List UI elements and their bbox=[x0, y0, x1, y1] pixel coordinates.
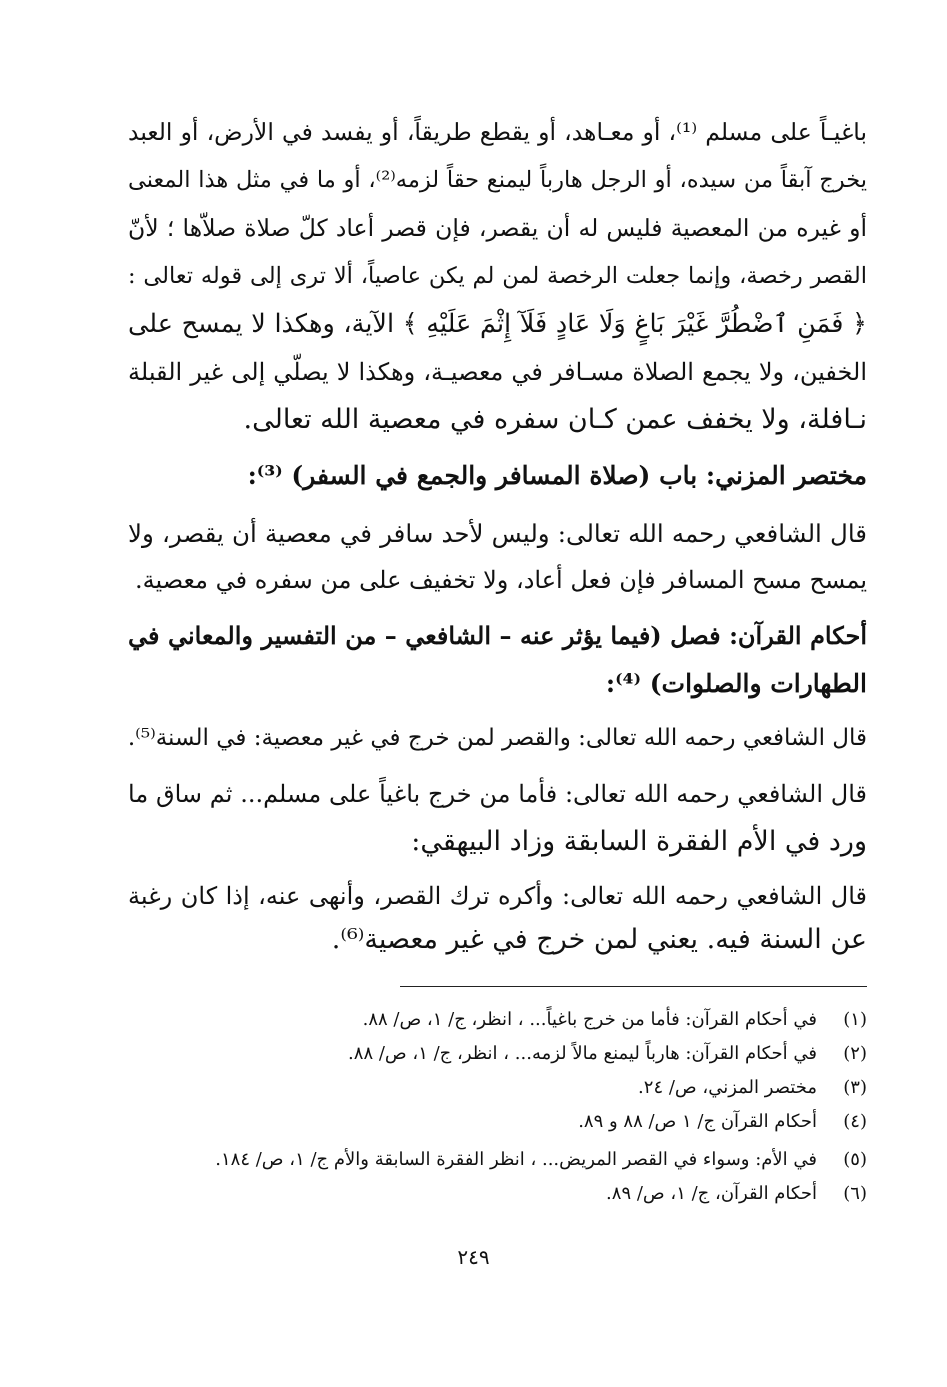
body-line: عن السنة فيه. يعني لمن خرج في غير معصية⁽⁶⁾. bbox=[331, 924, 867, 955]
footnote-text: مختصر المزني، ص/ ٢٤. bbox=[638, 1077, 817, 1098]
footnote-number: (٦) bbox=[843, 1183, 867, 1204]
body-line: قال الشافعي رحمه الله تعالى: فأما من خرج باغياً على مسلم... ثم ساق ما bbox=[128, 780, 867, 808]
footnote bbox=[638, 1074, 867, 1102]
footnote-text: في الأم: وسواء في القصر المريض... ، انظر الفقرة السابقة والأم ج/ ١، ص/ ١٨٤. bbox=[215, 1149, 817, 1170]
body-line: قال الشافعي رحمه الله تعالى: وليس لأحد سافر في معصية أن يقصر، ولا bbox=[128, 519, 867, 548]
body-line: قال الشافعي رحمه الله تعالى: والقصر لمن خرج في غير معصية: في السنة⁽⁵⁾. bbox=[127, 725, 867, 751]
footnote-text: في أحكام القرآن: فأما من خرج باغياً... ، انظر، ج/ ١، ص/ ٨٨. bbox=[362, 1009, 817, 1030]
footnote bbox=[348, 1040, 867, 1068]
footnote bbox=[606, 1180, 867, 1208]
page-number: ٢٤٩ bbox=[457, 1245, 490, 1269]
footnote bbox=[215, 1146, 867, 1174]
body-line: أو غيره من المعصية فليس له أن يقصر، فإن قصر أعاد كلّ صلاة صلاّها ؛ لأنّ bbox=[128, 214, 867, 242]
body-line: الخفين، ولا يجمع الصلاة مسـافر في معصيـة، وهكذا لا يصلّي إلى غير القبلة bbox=[128, 358, 867, 386]
footnote-number: (٤) bbox=[843, 1111, 867, 1132]
quran-verse-line: ﴿ فَمَنِ ٱضْطُرَّ غَيْرَ بَاغٍ وَلَا عَادٍ فَلَآ إِثْمَ عَلَيْهِ ﴾ الآية، وهكذا لا يمسح على bbox=[128, 309, 867, 339]
footnote-number: (١) bbox=[843, 1009, 867, 1030]
body-line: يخرج آبقاً من سيده، أو الرجل هارباً ليمنع حقاً لزمه⁽²⁾، أو ما في مثل هذا المعنى bbox=[128, 167, 867, 193]
footnote-separator bbox=[400, 986, 867, 987]
footnote-number: (٥) bbox=[843, 1149, 867, 1170]
section-heading: مختصر المزني: باب (صلاة المسافر والجمع في السفر) ⁽³⁾: bbox=[247, 461, 867, 490]
body-line: يمسح مسح المسافر فإن فعل أعاد، ولا تخفيف على من سفره في معصية. bbox=[134, 566, 867, 594]
section-heading: الطهارات والصلوات) ⁽⁴⁾: bbox=[605, 669, 867, 698]
section-heading: أحكام القرآن: فصل (فيما يؤثر عنه – الشافعي – من التفسير والمعاني في bbox=[128, 621, 867, 650]
body-line: باغيـاً على مسلم ⁽¹⁾، أو معـاهد، أو يقطع طريقاً، أو يفسد في الأرض، أو العبد bbox=[128, 118, 867, 146]
footnote-text: أحكام القرآن، ج/ ١، ص/ ٨٩. bbox=[606, 1183, 817, 1204]
footnote-text: في أحكام القرآن: هارباً ليمنع مالاً لزمه... ، انظر، ج/ ١، ص/ ٨٨. bbox=[348, 1043, 817, 1064]
body-line: قال الشافعي رحمه الله تعالى: وأكره ترك القصر، وأنهى عنه، إذا كان رغبة bbox=[128, 882, 867, 910]
body-line: نـافلة، ولا يخفف عمن كـان سفره في معصية الله تعالى. bbox=[243, 404, 867, 435]
footnote-number: (٢) bbox=[843, 1043, 867, 1064]
footnote-number: (٣) bbox=[843, 1077, 867, 1098]
footnote bbox=[578, 1108, 867, 1136]
body-line: القصر رخصة، وإنما جعلت الرخصة لمن لم يكن عاصياً، ألا ترى إلى قوله تعالى : bbox=[128, 263, 867, 289]
footnote-text: أحكام القرآن ج/ ١ ص/ ٨٨ و ٨٩. bbox=[578, 1111, 817, 1132]
footnote bbox=[363, 1006, 867, 1034]
body-line: ورد في الأم الفقرة السابقة وزاد البيهقي: bbox=[411, 826, 867, 857]
